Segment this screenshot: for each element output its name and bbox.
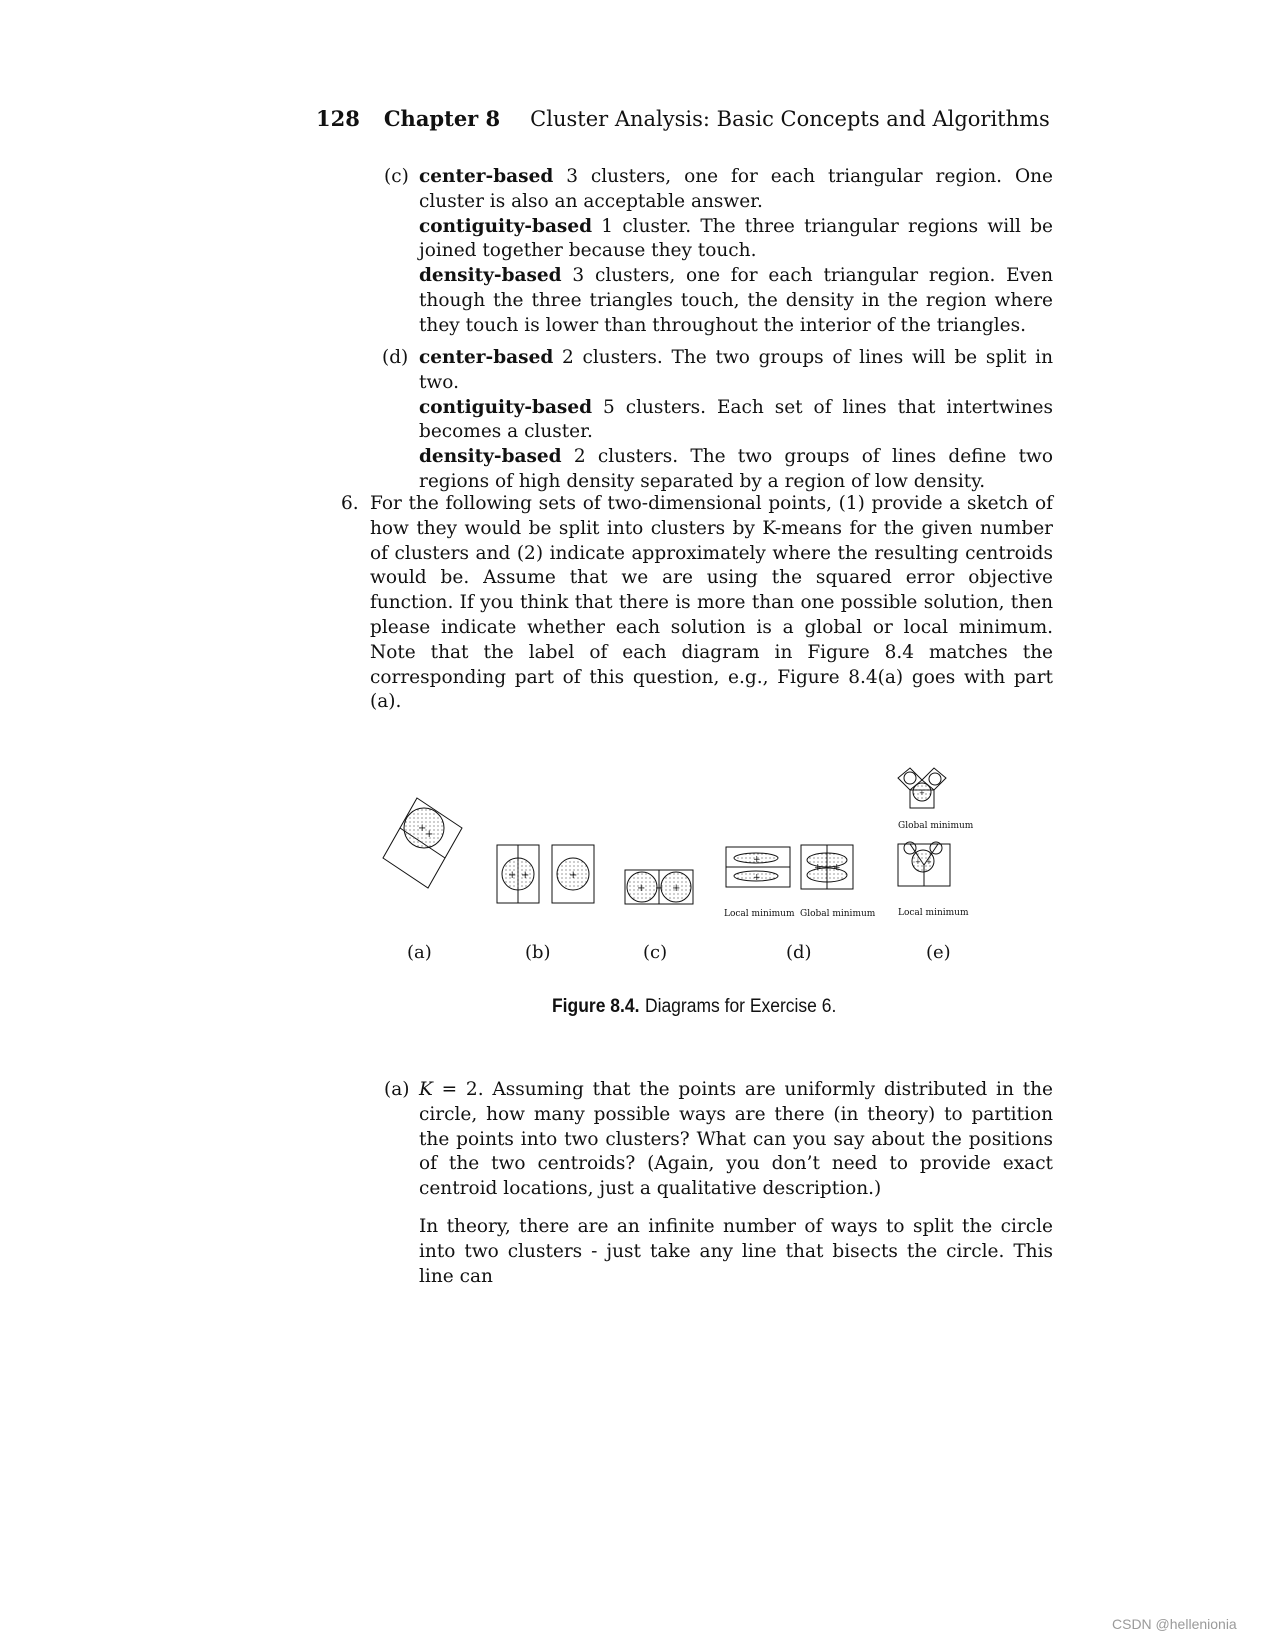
figure-8-4-diagrams [380,748,1000,928]
part-c-center-based [419,165,1053,215]
keyword-center-based: center-based [419,166,554,187]
part-d-density-text: 2 clusters. The two groups of lines define two regions of high density separated by a region of low density. [419,446,1053,492]
keyword-contiguity-based: contiguity-based [419,396,593,418]
diagram-b [497,845,594,903]
page-number: 128 [316,106,360,131]
part-d-density-based [419,445,1053,495]
part-c-block [419,165,1053,339]
figure-caption [552,996,836,1018]
figure-label-e: (e) [926,942,951,963]
part-c-center-text: 3 clusters, one for each triangular region. One cluster is also an acceptable answer. [419,166,1053,212]
running-header [316,106,1050,131]
watermark: CSDN @hellenionia [1112,1616,1237,1632]
figure-label-c: (c) [643,942,668,963]
keyword-density-based: density-based [419,265,562,287]
part-d-center-text: 2 clusters. The two groups of lines will be split in two. [419,347,1053,393]
svg-text:+: + [569,870,578,881]
part-c-contiguity-text: 1 cluster. The three triangular regions will be joined together because they touch. [419,215,1053,262]
svg-text:+: + [919,789,925,797]
diagram-e-global [898,768,946,808]
chapter-title: Cluster Analysis: Basic Concepts and Algorithms [530,107,1050,131]
svg-text:+: + [833,863,841,873]
svg-text:+: + [418,823,427,834]
figure-label-b: (b) [525,942,551,963]
part-c-contiguity-based [419,215,1053,265]
figure-caption-text: Diagrams for Exercise 6. [644,996,837,1017]
part-d-block [419,346,1053,495]
question-6-number: 6. [341,493,359,514]
part-a-question-text: = 2. Assuming that the points are uniformly distributed in the circle, how many possible ways are there (in theory) to partition the points into two clusters? What can you say about the positions of the two centroids? (Again, you don’t need to provide exact centroid locations, just a qualitative description.) [419,1079,1053,1200]
part-c-label: (c) [384,166,409,187]
part-c-density-text: 3 clusters, one for each triangular region. Even though the three triangles touch, the density in the region where they touch is lower than throughout the interior of the triangles. [419,265,1053,336]
k-variable: K [419,1079,433,1100]
d-local-minimum-label: Local minimum [724,909,795,919]
part-d-contiguity-based [419,396,1053,446]
e-local-minimum-label: Local minimum [898,908,969,918]
part-d-label: (d) [382,347,409,368]
part-d-center-based [419,346,1053,396]
e-global-minimum-label: Global minimum [898,821,974,831]
chapter-label: Chapter 8 [383,106,501,131]
part-d-contiguity-text: 5 clusters. Each set of lines that intertwines becomes a cluster. [419,396,1053,443]
figure-label-d: (d) [786,942,812,963]
d-global-minimum-label: Global minimum [800,909,876,919]
part-a-label: (a) [384,1079,410,1100]
diagram-e-local [898,842,950,886]
part-c-density-based [419,264,1053,338]
part-a-question [419,1078,1053,1202]
diagram-c [625,870,693,904]
question-6-text: For the following sets of two-dimensional points, (1) provide a sketch of how they would be split into clusters by K-means for the given number of clusters and (2) indicate approximately where the resulting centroids would be. Assume that we are using the squared error objective function. If you think that there is more than one possible solution, then please indicate whether each solution is a global or local minimum. Note that the label of each diagram in Figure 8.4 matches the corresponding part of this question, e.g., Figure 8.4(a) goes with part (a). [370,493,1053,713]
part-a-answer: In theory, there are an infinite number of ways to split the circle into two clusters - just take any line that bisects the circle. This line can [419,1216,1053,1287]
svg-text:+: + [637,883,646,894]
figure-caption-label: Figure 8.4. [552,996,640,1017]
keyword-center-based: center-based [419,347,554,368]
keyword-density-based: density-based [419,446,562,468]
svg-text:+: + [508,870,517,881]
svg-text:+: + [655,883,664,894]
diagram-d [726,845,853,889]
svg-text:+: + [814,863,822,873]
keyword-contiguity-based: contiguity-based [419,215,593,237]
diagram-a [383,798,462,888]
svg-text:+: + [753,855,761,865]
svg-text:+: + [425,829,434,840]
svg-text:+: + [926,858,932,866]
figure-label-a: (a) [407,942,432,963]
svg-text:+: + [915,858,921,866]
svg-text:+: + [753,873,761,883]
svg-text:+: + [672,883,681,894]
svg-text:+: + [521,870,530,881]
